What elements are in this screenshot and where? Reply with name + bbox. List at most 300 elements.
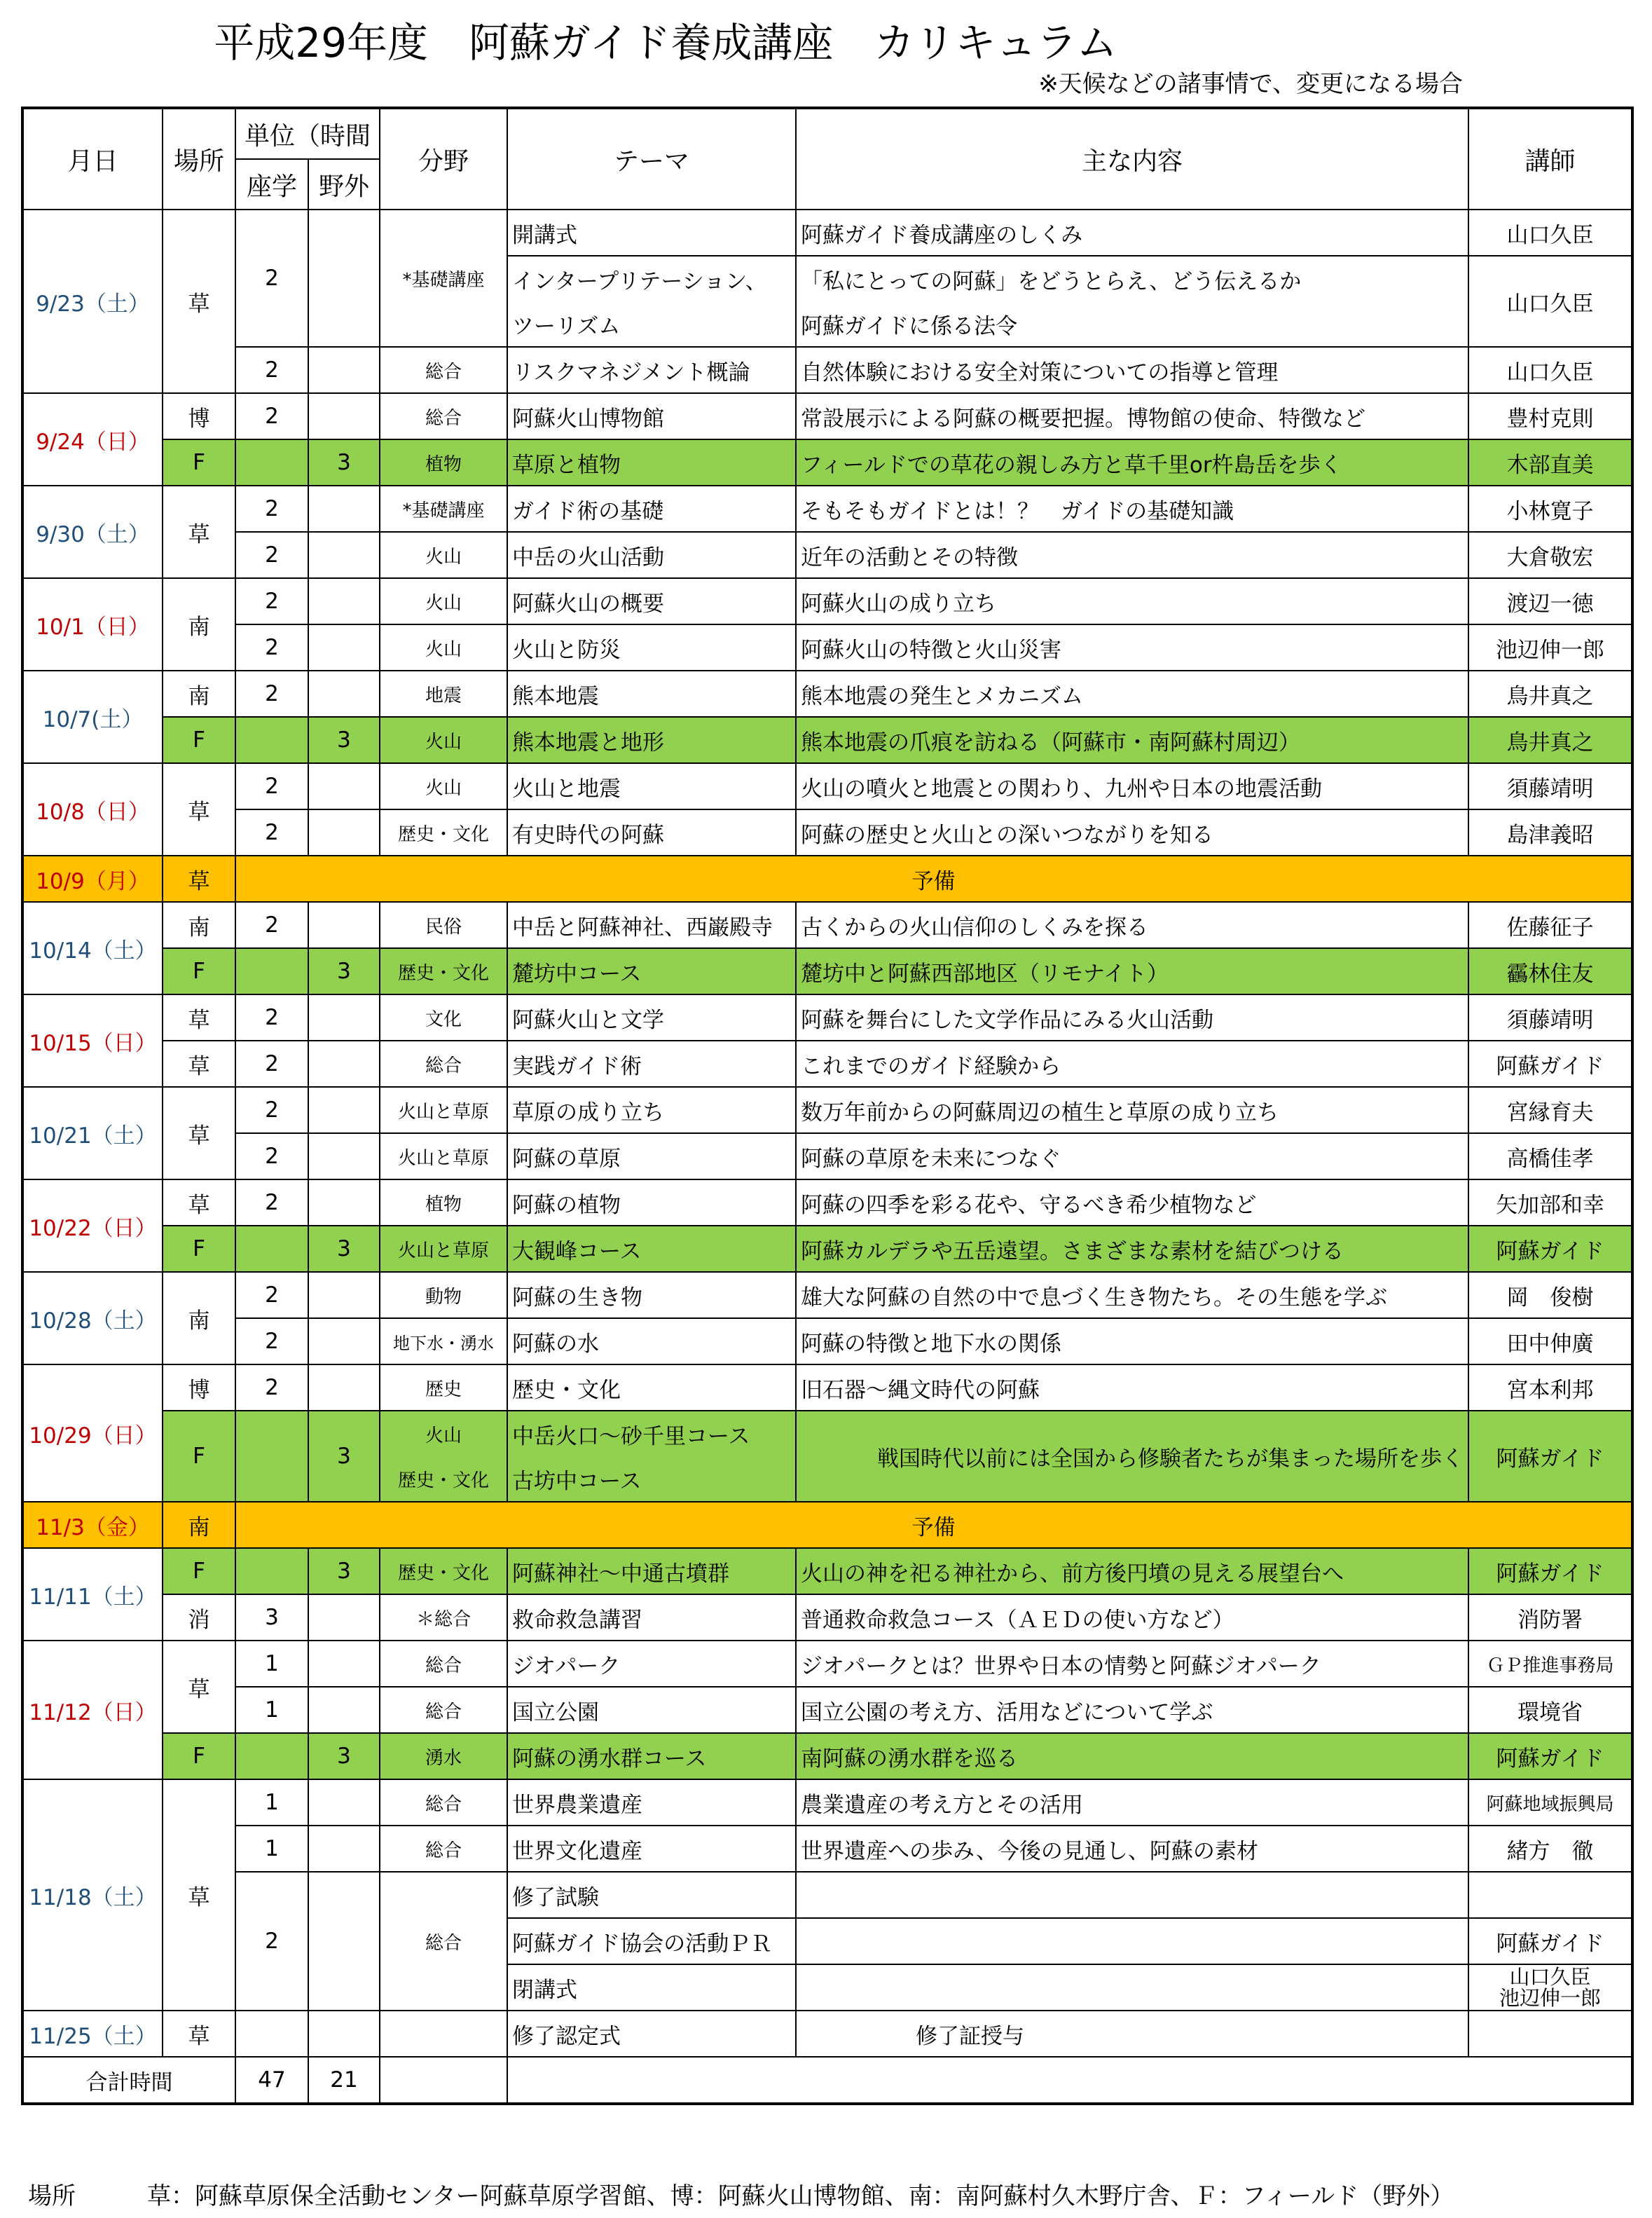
lecturer-cell: 島津義昭	[1468, 809, 1632, 856]
header-lecture: 座学	[235, 159, 308, 210]
date-cell: 10/22（日）	[22, 1179, 163, 1272]
category-cell: 歴史・文化	[380, 948, 507, 994]
theme-cell: 実践ガイド術	[507, 1041, 796, 1087]
field-hours	[308, 1641, 380, 1687]
theme-cell: ガイド術の基礎	[507, 486, 796, 532]
content-cell: 阿蘇の四季を彩る花や、守るべき希少植物など	[796, 1179, 1468, 1226]
category-cell: 湧水	[380, 1733, 507, 1779]
place-cell: 草	[163, 1641, 235, 1733]
curriculum-table	[21, 107, 1634, 2105]
content-cell: 修了証授与	[796, 2011, 1468, 2057]
category-cell: 総合	[380, 347, 507, 393]
category-cell: 火山	[380, 532, 507, 578]
place-cell: 博	[163, 393, 235, 439]
theme-cell: 阿蘇の湧水群コース	[507, 1733, 796, 1779]
field-hours	[308, 902, 380, 948]
content-cell: 熊本地震の発生とメカニズム	[796, 671, 1468, 717]
category-cell: 動物	[380, 1272, 507, 1318]
content-cell: 普通救命救急コース（ＡＥＤの使い方など）	[796, 1594, 1468, 1641]
place-cell: 草	[163, 763, 235, 856]
content-cell: 古くからの火山信仰のしくみを探る	[796, 902, 1468, 948]
place-cell: 草	[163, 1179, 235, 1226]
lecture-hours: 2	[235, 1041, 308, 1087]
place-cell: 草	[163, 486, 235, 578]
table-row	[22, 1411, 1632, 1456]
field-hours	[308, 1272, 380, 1318]
lecture-hours: 1	[235, 1687, 308, 1733]
content-cell	[796, 1918, 1468, 1964]
lecturer-cell: 大倉敬宏	[1468, 532, 1632, 578]
lecture-hours	[235, 2011, 308, 2057]
field-hours: 3	[308, 717, 380, 763]
category-cell: 歴史・文化	[380, 809, 507, 856]
content-cell: 火山の噴火と地震との関わり、九州や日本の地震活動	[796, 763, 1468, 809]
content-cell: 熊本地震の爪痕を訪ねる（阿蘇市・南阿蘇村周辺）	[796, 717, 1468, 763]
lecturer-cell: 豊村克則	[1468, 393, 1632, 439]
content-cell: 火山の神を祀る神社から、前方後円墳の見える展望台へ	[796, 1548, 1468, 1594]
content-cell: 数万年前からの阿蘇周辺の植生と草原の成り立ち	[796, 1087, 1468, 1133]
theme-cell: 麓坊中コース	[507, 948, 796, 994]
header-category: 分野	[380, 108, 507, 210]
category-cell: 歴史・文化	[380, 1548, 507, 1594]
theme-cell: 火山と防災	[507, 624, 796, 671]
date-cell: 10/14（土）	[22, 902, 163, 994]
lecturer-cell: 阿蘇ガイド	[1468, 1733, 1632, 1779]
place-cell: 南	[163, 902, 235, 948]
lecturer-cell: 宮本利邦	[1468, 1364, 1632, 1411]
category-cell: 総合	[380, 1041, 507, 1087]
place-cell: 草	[163, 1779, 235, 2011]
lecture-hours: 2	[235, 624, 308, 671]
content-cell: 阿蘇火山の成り立ち	[796, 578, 1468, 624]
table-row	[22, 1272, 1632, 1318]
reserve-row	[22, 856, 1632, 902]
table-row	[22, 439, 1632, 486]
category-cell: *基礎講座	[380, 486, 507, 532]
theme-cell: 熊本地震	[507, 671, 796, 717]
date-cell: 10/8（日）	[22, 763, 163, 856]
table-row	[22, 809, 1632, 856]
field-hours: 3	[308, 948, 380, 994]
category-cell: 歴史	[380, 1364, 507, 1411]
place-cell: F	[163, 1226, 235, 1272]
content-cell: 近年の活動とその特徴	[796, 532, 1468, 578]
date-cell: 10/7(土）	[22, 671, 163, 763]
date-cell: 11/3（金）	[22, 1502, 163, 1548]
lecture-hours: 2	[235, 763, 308, 809]
place-cell: 消	[163, 1594, 235, 1641]
lecturer-cell: 山口久臣	[1468, 256, 1632, 347]
lecture-hours: 2	[235, 393, 308, 439]
lecturer-cell: 鳥井真之	[1468, 717, 1632, 763]
table-row	[22, 393, 1632, 439]
table-row	[22, 1179, 1632, 1226]
category-cell: 火山と草原	[380, 1226, 507, 1272]
lecture-hours: 2	[235, 532, 308, 578]
field-hours: 3	[308, 1226, 380, 1272]
lecturer-cell: 小林寛子	[1468, 486, 1632, 532]
table-row	[22, 210, 1632, 256]
category-cell: 総合	[380, 393, 507, 439]
theme-cell: 世界農業遺産	[507, 1779, 796, 1826]
page-title: 平成29年度 阿蘇ガイド養成講座 カリキュラム	[214, 19, 1117, 67]
field-hours	[308, 486, 380, 532]
lecture-hours: 2	[235, 1364, 308, 1411]
lecture-hours: 2	[235, 994, 308, 1041]
theme-cell: 火山と地震	[507, 763, 796, 809]
date-cell: 11/11（土）	[22, 1548, 163, 1641]
lecture-hours: 2	[235, 902, 308, 948]
theme-cell: 草原と植物	[507, 439, 796, 486]
header-content: 主な内容	[796, 108, 1468, 210]
lecture-hours: 2	[235, 1087, 308, 1133]
place-cell: 草	[163, 210, 235, 393]
lecture-hours: 1	[235, 1641, 308, 1687]
theme-cell: 阿蘇神社～中通古墳群	[507, 1548, 796, 1594]
content-cell: 阿蘇ガイドに係る法令	[796, 301, 1468, 347]
place-cell: 草	[163, 1041, 235, 1087]
category-cell: 歴史・文化	[380, 1456, 507, 1502]
lecturer-cell: 阿蘇ガイド	[1468, 1548, 1632, 1594]
lecturer-cell: 山口久臣	[1468, 210, 1632, 256]
field-hours: 3	[308, 439, 380, 486]
lecture-hours	[235, 1226, 308, 1272]
content-cell: 阿蘇の草原を未来につなぐ	[796, 1133, 1468, 1179]
place-cell: F	[163, 717, 235, 763]
lecturer-cell: 阿蘇ガイド	[1468, 1041, 1632, 1087]
date-cell: 10/29（日）	[22, 1364, 163, 1502]
place-cell: 草	[163, 2011, 235, 2057]
table-row	[22, 763, 1632, 809]
table-row	[22, 1041, 1632, 1087]
date-cell: 10/15（日）	[22, 994, 163, 1087]
table-row	[22, 1364, 1632, 1411]
place-cell: 南	[163, 1502, 235, 1548]
content-cell: 雄大な阿蘇の自然の中で息づく生き物たち。その生態を学ぶ	[796, 1272, 1468, 1318]
total-blank-cell	[507, 2057, 1632, 2104]
lecture-hours: 2	[235, 1272, 308, 1318]
place-cell: 草	[163, 994, 235, 1041]
lecture-hours	[235, 948, 308, 994]
category-cell	[380, 2011, 507, 2057]
table-row	[22, 578, 1632, 624]
field-hours	[308, 578, 380, 624]
lecturer-cell: 池辺伸一郎	[1468, 624, 1632, 671]
lecturer-name: 山口久臣	[1509, 1965, 1591, 1989]
place-cell: 南	[163, 578, 235, 671]
theme-cell: ジオパーク	[507, 1641, 796, 1687]
place-cell: 南	[163, 671, 235, 717]
total-blank-cell	[380, 2057, 507, 2104]
theme-cell: 有史時代の阿蘇	[507, 809, 796, 856]
category-cell: 民俗	[380, 902, 507, 948]
field-hours	[308, 809, 380, 856]
table-row	[22, 1133, 1632, 1179]
theme-cell: 草原の成り立ち	[507, 1087, 796, 1133]
lecturer-cell: 鳥井真之	[1468, 671, 1632, 717]
lecturer-cell	[1468, 1872, 1632, 1918]
header-theme: テーマ	[507, 108, 796, 210]
reserve-row	[22, 1502, 1632, 1548]
field-hours	[308, 210, 380, 347]
field-hours	[308, 994, 380, 1041]
field-hours	[308, 624, 380, 671]
theme-cell: 阿蘇の草原	[507, 1133, 796, 1179]
category-cell: 火山	[380, 1411, 507, 1456]
field-hours	[308, 1364, 380, 1411]
theme-cell: 大観峰コース	[507, 1226, 796, 1272]
theme-cell: 阿蘇の植物	[507, 1179, 796, 1226]
table-row	[22, 1687, 1632, 1733]
date-cell: 11/25（土）	[22, 2011, 163, 2057]
lecturer-cell: 渡辺一徳	[1468, 578, 1632, 624]
lecture-hours: 2	[235, 486, 308, 532]
content-cell: 戦国時代以前には全国から修験者たちが集まった場所を歩く	[796, 1411, 1468, 1502]
lecture-hours: 2	[235, 1179, 308, 1226]
field-hours	[308, 1687, 380, 1733]
category-cell: 地震	[380, 671, 507, 717]
lecture-hours: 3	[235, 1594, 308, 1641]
content-cell: これまでのガイド経験から	[796, 1041, 1468, 1087]
category-cell: 火山	[380, 717, 507, 763]
lecturer-cell: 消防署	[1468, 1594, 1632, 1641]
table-row	[22, 532, 1632, 578]
field-hours	[308, 1779, 380, 1826]
header-lecturer: 講師	[1468, 108, 1632, 210]
category-cell: *基礎講座	[380, 210, 507, 347]
total-lecture-hours: 47	[235, 2057, 308, 2104]
category-cell: 総合	[380, 1779, 507, 1826]
category-cell: 火山	[380, 624, 507, 671]
lecturer-cell: 須藤靖明	[1468, 994, 1632, 1041]
header-row	[22, 108, 1632, 159]
lecturer-cell: 木部直美	[1468, 439, 1632, 486]
place-cell: F	[163, 948, 235, 994]
category-cell: 総合	[380, 1687, 507, 1733]
table-row	[22, 1087, 1632, 1133]
content-cell: 南阿蘇の湧水群を巡る	[796, 1733, 1468, 1779]
theme-cell: 歴史・文化	[507, 1364, 796, 1411]
category-cell: 植物	[380, 1179, 507, 1226]
theme-cell: 中岳火口～砂千里コース	[507, 1411, 796, 1456]
content-cell: 麓坊中と阿蘇西部地区（リモナイト）	[796, 948, 1468, 994]
header-place: 場所	[163, 108, 235, 210]
field-hours	[308, 347, 380, 393]
total-label: 合計時間	[22, 2057, 235, 2104]
date-cell: 9/23（土）	[22, 210, 163, 393]
lecturer-name: 池辺伸一郎	[1499, 1986, 1601, 2010]
content-cell: 阿蘇の歴史と火山との深いつながりを知る	[796, 809, 1468, 856]
field-hours	[308, 1872, 380, 2011]
date-cell: 10/1（日）	[22, 578, 163, 671]
lecture-hours: 2	[235, 1318, 308, 1364]
lecturer-cell: 矢加部和幸	[1468, 1179, 1632, 1226]
place-cell: 草	[163, 1087, 235, 1179]
field-hours	[308, 1594, 380, 1641]
field-hours: 3	[308, 1411, 380, 1502]
content-cell: ジオパークとは？世界や日本の情勢と阿蘇ジオパーク	[796, 1641, 1468, 1687]
lecturer-cell: 阿蘇ガイド	[1468, 1411, 1632, 1502]
category-cell: ＊総合	[380, 1594, 507, 1641]
category-cell: 火山	[380, 763, 507, 809]
field-hours	[308, 1087, 380, 1133]
theme-cell: 阿蘇の水	[507, 1318, 796, 1364]
table-row	[22, 1641, 1632, 1687]
lecturer-cell: 須藤靖明	[1468, 763, 1632, 809]
field-hours	[308, 1179, 380, 1226]
content-cell: 旧石器～縄文時代の阿蘇	[796, 1364, 1468, 1411]
lecturer-cell: 宮縁育夫	[1468, 1087, 1632, 1133]
category-cell: 植物	[380, 439, 507, 486]
content-cell: 阿蘇カルデラや五岳遠望。さまざまな素材を結びつける	[796, 1226, 1468, 1272]
theme-cell: 修了試験	[507, 1872, 796, 1918]
date-cell: 11/12（日）	[22, 1641, 163, 1779]
theme-cell: 阿蘇の生き物	[507, 1272, 796, 1318]
header-unit: 単位（時間	[235, 108, 380, 159]
table-row	[22, 902, 1632, 948]
content-cell: 阿蘇火山の特徴と火山災害	[796, 624, 1468, 671]
reserve-cell: 予備	[235, 1502, 1632, 1548]
table-row	[22, 486, 1632, 532]
lecturer-cell: 岡 俊樹	[1468, 1272, 1632, 1318]
content-cell: 自然体験における安全対策についての指導と管理	[796, 347, 1468, 393]
content-cell: 農業遺産の考え方とその活用	[796, 1779, 1468, 1826]
category-cell: 総合	[380, 1641, 507, 1687]
place-cell: 南	[163, 1272, 235, 1364]
lecturer-cell: 環境省	[1468, 1687, 1632, 1733]
lecture-hours: 2	[235, 671, 308, 717]
category-cell: 火山	[380, 578, 507, 624]
table-row	[22, 717, 1632, 763]
header-date: 月日	[22, 108, 163, 210]
content-cell: 阿蘇ガイド養成講座のしくみ	[796, 210, 1468, 256]
lecture-hours: 2	[235, 1872, 308, 2011]
lecturer-cell: 高橋佳孝	[1468, 1133, 1632, 1179]
lecturer-cell: 緒方 徹	[1468, 1826, 1632, 1872]
place-cell: F	[163, 439, 235, 486]
lecturer-cell: 靏林住友	[1468, 948, 1632, 994]
category-cell: 文化	[380, 994, 507, 1041]
date-cell: 9/30（土）	[22, 486, 163, 578]
table-row	[22, 624, 1632, 671]
theme-cell: インタープリテーション、	[507, 256, 796, 301]
content-cell: 阿蘇を舞台にした文学作品にみる火山活動	[796, 994, 1468, 1041]
content-cell	[796, 1964, 1468, 2011]
place-cell: F	[163, 1411, 235, 1502]
table-row	[22, 994, 1632, 1041]
table-row	[22, 671, 1632, 717]
table-row	[22, 948, 1632, 994]
lecturer-cell: 阿蘇ガイド	[1468, 1226, 1632, 1272]
content-cell: そもそもガイドとは！？ ガイドの基礎知識	[796, 486, 1468, 532]
field-hours	[308, 1318, 380, 1364]
place-cell: F	[163, 1548, 235, 1594]
date-cell: 10/28（土）	[22, 1272, 163, 1364]
lecture-hours: 2	[235, 809, 308, 856]
category-cell: 地下水・湧水	[380, 1318, 507, 1364]
lecture-hours: 2	[235, 210, 308, 347]
category-cell: 火山と草原	[380, 1087, 507, 1133]
lecture-hours: 1	[235, 1826, 308, 1872]
theme-cell: 中岳の火山活動	[507, 532, 796, 578]
date-cell: 9/24（日）	[22, 393, 163, 486]
lecture-hours: 2	[235, 347, 308, 393]
header-field: 野外	[308, 159, 380, 210]
theme-cell: ツーリズム	[507, 301, 796, 347]
content-cell: 「私にとっての阿蘇」をどうとらえ、どう伝えるか	[796, 256, 1468, 301]
field-hours	[308, 1826, 380, 1872]
reserve-cell: 予備	[235, 856, 1632, 902]
field-hours: 3	[308, 1733, 380, 1779]
theme-cell: リスクマネジメント概論	[507, 347, 796, 393]
theme-cell: 国立公園	[507, 1687, 796, 1733]
theme-cell: 阿蘇火山の概要	[507, 578, 796, 624]
content-cell: 国立公園の考え方、活用などについて学ぶ	[796, 1687, 1468, 1733]
content-cell: 常設展示による阿蘇の概要把握。博物館の使命、特徴など	[796, 393, 1468, 439]
lecturer-cell: ＧＰ推進事務局	[1468, 1641, 1632, 1687]
lecture-hours	[235, 439, 308, 486]
table-row	[22, 1594, 1632, 1641]
field-hours	[308, 2011, 380, 2057]
field-hours	[308, 393, 380, 439]
theme-cell: 閉講式	[507, 1964, 796, 2011]
date-cell: 10/21（土）	[22, 1087, 163, 1179]
table-row	[22, 1226, 1632, 1272]
table-row	[22, 1872, 1632, 1918]
total-row	[22, 2057, 1632, 2104]
theme-cell: 中岳と阿蘇神社、西巌殿寺	[507, 902, 796, 948]
theme-cell: 阿蘇火山と文学	[507, 994, 796, 1041]
table-row	[22, 1779, 1632, 1826]
table-row	[22, 2011, 1632, 2057]
lecture-hours: 1	[235, 1779, 308, 1826]
theme-cell: 熊本地震と地形	[507, 717, 796, 763]
field-hours	[308, 671, 380, 717]
place-cell: 草	[163, 856, 235, 902]
category-cell: 火山と草原	[380, 1133, 507, 1179]
table-row	[22, 1318, 1632, 1364]
lecture-hours	[235, 1548, 308, 1594]
date-cell: 10/9（月）	[22, 856, 163, 902]
content-cell: 世界遺産への歩み、今後の見通し、阿蘇の素材	[796, 1826, 1468, 1872]
lecturer-cell: 山口久臣	[1468, 347, 1632, 393]
lecturer-cell: 田中伸廣	[1468, 1318, 1632, 1364]
theme-cell: 阿蘇火山博物館	[507, 393, 796, 439]
field-hours: 3	[308, 1548, 380, 1594]
place-cell: 博	[163, 1364, 235, 1411]
lecture-hours	[235, 717, 308, 763]
theme-cell: 古坊中コース	[507, 1456, 796, 1502]
place-legend: 場所 草：阿蘇草原保全活動センター阿蘇草原学習館、博：阿蘇火山博物館、南：南阿蘇村久木野庁舎、Ｆ：フィールド（野外）	[28, 2182, 1454, 2210]
category-cell: 総合	[380, 1872, 507, 2011]
field-hours	[308, 763, 380, 809]
lecture-hours	[235, 1411, 308, 1502]
total-field-hours: 21	[308, 2057, 380, 2104]
lecturer-cell: 阿蘇ガイド	[1468, 1918, 1632, 1964]
lecture-hours: 2	[235, 1133, 308, 1179]
theme-cell: 救命救急講習	[507, 1594, 796, 1641]
content-cell: フィールドでの草花の親しみ方と草千里or杵島岳を歩く	[796, 439, 1468, 486]
field-hours	[308, 1133, 380, 1179]
field-hours	[308, 532, 380, 578]
table-row	[22, 1548, 1632, 1594]
table-row	[22, 1826, 1632, 1872]
theme-cell: 阿蘇ガイド協会の活動ＰＲ	[507, 1918, 796, 1964]
lecturer-cell	[1468, 2011, 1632, 2057]
content-cell: 阿蘇の特徴と地下水の関係	[796, 1318, 1468, 1364]
category-cell: 総合	[380, 1826, 507, 1872]
lecturer-cell: 佐藤征子	[1468, 902, 1632, 948]
